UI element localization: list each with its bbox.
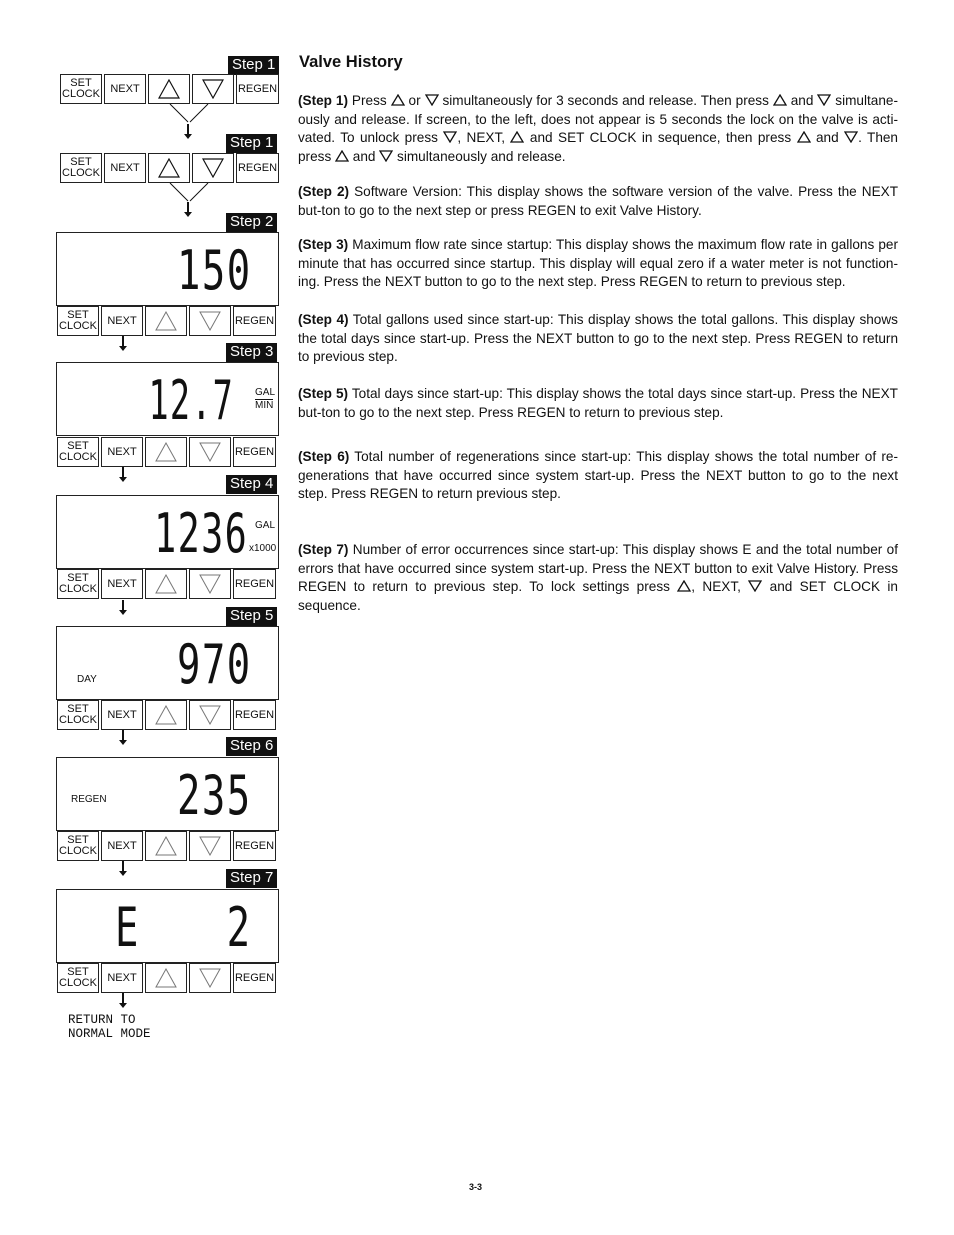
return-line-2: NORMAL MODE (68, 1026, 151, 1041)
down-triangle-icon (202, 79, 224, 99)
set-clock-button[interactable] (60, 74, 102, 104)
up-triangle-icon (335, 150, 349, 162)
day-label: DAY (77, 674, 97, 685)
next-button[interactable]: NEXT (101, 306, 143, 336)
text-run: simultaneously and release. (393, 149, 566, 165)
down-arrow-icon (118, 861, 128, 877)
display-value: 1236 (154, 502, 248, 565)
step-lead: (Step 7) (298, 542, 349, 557)
clock-label: CLOCK (59, 451, 97, 463)
down-triangle-icon (443, 131, 457, 143)
down-button[interactable] (189, 831, 231, 861)
down-triangle-icon (199, 442, 221, 462)
down-arrow-icon (118, 336, 128, 352)
step-label: Step 6 (226, 737, 277, 756)
text-run: and (349, 149, 380, 165)
clock-label: CLOCK (59, 977, 97, 989)
down-triangle-icon (817, 94, 831, 106)
clock-label: CLOCK (59, 714, 97, 726)
set-label: SET (67, 834, 89, 846)
step-label: Step 5 (226, 607, 277, 626)
regen-button[interactable]: REGEN (233, 963, 276, 993)
next-button[interactable]: NEXT (101, 831, 143, 861)
step-3-paragraph (298, 236, 898, 292)
down-triangle-icon (199, 311, 221, 331)
step-label: Step 7 (226, 869, 277, 888)
step-lead: (Step 3) (298, 237, 349, 252)
up-triangle-icon (155, 836, 177, 856)
step-lead: (Step 5) (298, 386, 349, 401)
step-4-paragraph (298, 311, 898, 367)
page-title: Valve History (299, 53, 403, 71)
step-5-paragraph (298, 385, 898, 422)
clock-label: CLOCK (59, 320, 97, 332)
lcd-display (56, 495, 279, 569)
set-label: SET (70, 77, 92, 89)
regen-button[interactable]: REGEN (233, 831, 276, 861)
down-triangle-icon (199, 705, 221, 725)
set-label: SET (67, 440, 89, 452)
down-arrow-icon (183, 124, 193, 140)
set-clock-button[interactable] (57, 437, 99, 467)
regen-button[interactable]: REGEN (236, 153, 279, 183)
text-run: Total gallons used since start-up: This display shows the total gallons. This display shows the total days since start-up. Press the NEXT button to go to the next step. Press REGEN to return to previous step. (298, 312, 898, 365)
display-value: 12.7 (148, 369, 234, 432)
text-run: or (404, 93, 425, 108)
display-value: 150 (177, 239, 252, 302)
button-row (57, 569, 277, 599)
return-line-1: RETURN TO (68, 1013, 136, 1027)
clock-label: CLOCK (59, 845, 97, 857)
step-2-paragraph (298, 183, 898, 220)
up-button[interactable] (145, 306, 187, 336)
up-button[interactable] (145, 569, 187, 599)
up-button[interactable] (145, 831, 187, 861)
page-number: 3-3 (469, 1182, 483, 1192)
up-triangle-icon (391, 94, 405, 106)
up-triangle-icon (155, 311, 177, 331)
down-arrow-icon (118, 993, 128, 1009)
text-run: and SET CLOCK in sequence. (298, 579, 898, 614)
up-triangle-icon (158, 158, 180, 178)
step-label: Step 3 (226, 343, 277, 362)
regen-button[interactable]: REGEN (233, 437, 276, 467)
unit-top: GAL (255, 387, 276, 398)
up-triangle-icon (155, 574, 177, 594)
up-button[interactable] (145, 963, 187, 993)
up-triangle-icon (510, 131, 524, 143)
text-run: and (810, 130, 845, 146)
next-button[interactable]: NEXT (104, 74, 146, 104)
set-label: SET (67, 572, 89, 584)
button-row (57, 963, 277, 993)
up-triangle-icon (155, 705, 177, 725)
down-button[interactable] (192, 153, 234, 183)
clock-label: CLOCK (59, 583, 97, 595)
up-triangle-icon (158, 79, 180, 99)
set-clock-button[interactable] (60, 153, 102, 183)
set-clock-button[interactable] (57, 831, 99, 861)
regen-button[interactable]: REGEN (236, 74, 279, 104)
set-label: SET (70, 156, 92, 168)
text-run: simultaneously for 3 seconds and release. Then press (438, 93, 773, 108)
set-clock-button[interactable] (57, 963, 99, 993)
up-triangle-icon (677, 580, 691, 592)
text-run: , NEXT, (691, 579, 749, 595)
down-arrow-icon (118, 467, 128, 483)
down-arrow-icon (118, 730, 128, 746)
set-label: SET (67, 966, 89, 978)
down-triangle-icon (202, 158, 224, 178)
return-note (68, 1014, 151, 1041)
step-6-paragraph (298, 448, 898, 504)
step-7-paragraph (298, 541, 898, 616)
down-button[interactable] (189, 437, 231, 467)
down-button[interactable] (189, 569, 231, 599)
display-value: 970 (177, 633, 252, 696)
unit-top: GAL (255, 520, 276, 531)
text-run: Press (348, 93, 391, 108)
button-row (57, 831, 277, 861)
regen-button[interactable]: REGEN (233, 700, 276, 730)
clock-label: CLOCK (62, 88, 100, 100)
down-triangle-icon (425, 94, 439, 106)
next-button[interactable]: NEXT (101, 437, 143, 467)
lcd-display (56, 626, 279, 700)
text-run: , NEXT, (457, 130, 511, 146)
next-button[interactable]: NEXT (101, 569, 143, 599)
button-row (60, 153, 280, 183)
unit-bottom: MIN (255, 400, 274, 411)
lcd-display (56, 232, 279, 306)
button-row (57, 700, 277, 730)
text-run: and SET CLOCK in sequence, then press (524, 130, 797, 146)
step-lead: (Step 6) (298, 449, 350, 464)
text-run: and (786, 93, 818, 108)
step-label: Step 2 (226, 213, 277, 232)
step-label: Step 1 (228, 56, 279, 75)
lcd-display (56, 889, 279, 963)
error-code: E (115, 896, 140, 959)
regen-label: REGEN (71, 794, 107, 805)
up-triangle-icon (155, 968, 177, 988)
set-clock-button[interactable] (57, 569, 99, 599)
button-row (57, 437, 277, 467)
display-value: 235 (177, 764, 252, 827)
up-triangle-icon (773, 94, 787, 106)
up-button[interactable] (148, 153, 190, 183)
regen-button[interactable]: REGEN (233, 569, 276, 599)
up-triangle-icon (797, 131, 811, 143)
error-count: 2 (227, 896, 252, 959)
down-button[interactable] (189, 963, 231, 993)
set-clock-button[interactable] (57, 306, 99, 336)
step-lead: (Step 4) (298, 312, 349, 327)
down-arrow-icon (118, 600, 128, 616)
step-label: Step 4 (226, 475, 277, 494)
down-button[interactable] (189, 306, 231, 336)
step-1-paragraph (298, 92, 898, 167)
lcd-display (56, 757, 279, 831)
up-button[interactable] (145, 700, 187, 730)
set-label: SET (67, 309, 89, 321)
step-lead: (Step 2) (298, 184, 350, 199)
set-label: SET (67, 703, 89, 715)
down-triangle-icon (748, 580, 762, 592)
text-run: Maximum flow rate since startup: This display shows the maximum flow rate in gallons per minute that has occurred since startup. This display will equal zero if a water meter is not function-ing. Press the NEXT button to go to the next step. Press REGEN to return to previous step. (298, 237, 898, 290)
next-button[interactable]: NEXT (101, 700, 143, 730)
step-lead: (Step 1) (298, 93, 348, 108)
text-run: Total days since start-up: This display shows the total days since start-up. Press the NEXT but-ton to go to the next step. Press REGEN to return to previous step. (298, 386, 898, 420)
down-triangle-icon (379, 150, 393, 162)
down-button[interactable] (192, 74, 234, 104)
up-button[interactable] (145, 437, 187, 467)
down-triangle-icon (844, 131, 858, 143)
text-run: . Then press (298, 130, 898, 165)
down-triangle-icon (199, 574, 221, 594)
text-run: simultane-ously and release. If screen, to the left, does not appear is 5 seconds the lock on the valve is acti-vated. To unlock press (298, 93, 898, 146)
button-row (57, 306, 277, 336)
text-run: Software Version: This display shows the software version of the valve. Press the NEXT but-ton to go to the next step or press REGEN to exit Valve History. (298, 184, 899, 218)
unit-bottom: x1000 (249, 543, 277, 554)
down-triangle-icon (199, 836, 221, 856)
text-run: Number of error occurrences since start-up: This display shows E and the total number of errors that have occurred since system start-up. Press the NEXT button to exit Valve History. Press REGEN to return to previous step. To lock settings press (298, 542, 898, 595)
down-button[interactable] (189, 700, 231, 730)
up-triangle-icon (155, 442, 177, 462)
step-label: Step 1 (226, 134, 277, 153)
down-triangle-icon (199, 968, 221, 988)
set-clock-button[interactable] (57, 700, 99, 730)
next-button[interactable]: NEXT (101, 963, 143, 993)
lcd-display (56, 362, 279, 436)
next-button[interactable]: NEXT (104, 153, 146, 183)
regen-button[interactable]: REGEN (233, 306, 276, 336)
text-run: Total number of regenerations since start-up: This display shows the total number of re-generations that have occurred since system start-up. Press the NEXT button to go to the next step. Press REGEN to return previous step. (298, 449, 898, 502)
down-arrow-icon (183, 202, 193, 218)
up-button[interactable] (148, 74, 190, 104)
clock-label: CLOCK (62, 167, 100, 179)
button-row (60, 74, 280, 104)
